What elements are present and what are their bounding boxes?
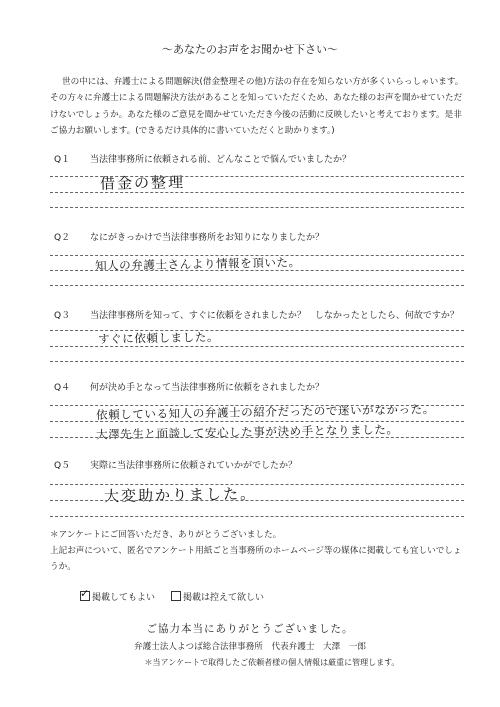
consent-question: 上記お声について、匿名でアンケート用紙ごと当事務所のホームページ等の媒体に掲載しても宜しいでしょうか。: [50, 546, 462, 573]
answer-3-handwriting: すぐに依頼しました。: [97, 329, 220, 347]
answer-line: [50, 437, 464, 438]
answer-line: [50, 207, 464, 208]
question-4-number: Q４: [54, 383, 71, 393]
answer-1-handwriting: 借金の整理: [99, 173, 186, 193]
question-2-number: Q２: [54, 233, 71, 243]
answer-4-handwriting-line-2: 大澤先生と面談して安心した事が決め手となりました。: [95, 422, 399, 442]
consent-option-deny[interactable]: [171, 590, 264, 603]
question-5-number: Q５: [54, 461, 71, 471]
answer-2-handwriting: 知人の弁護士さんより情報を頂いた。: [94, 255, 301, 273]
question-3-number: Q３: [54, 311, 71, 321]
answer-line: [50, 500, 464, 501]
answer-line: [50, 270, 464, 271]
question-3-text: 当法律事務所を知って、すぐに依頼をされましたか？ しなかったとしたら、何故ですか？: [90, 311, 459, 321]
consent-deny-label: 掲載は控えて欲しい: [183, 593, 265, 603]
answer-line: [50, 516, 464, 517]
answer-4-handwriting-line-1: 依頼している知人の弁護士の紹介だったので迷いがなかった。: [95, 402, 435, 422]
question-1-text: 当法律事務所に依頼される前、どんなことで悩んでいましたか？: [90, 155, 352, 165]
checkbox-checked-icon[interactable]: [80, 591, 90, 601]
consent-option-allow[interactable]: [80, 590, 155, 603]
consent-options: [80, 590, 264, 603]
intro-paragraph: 世の中には、弁護士による問題解決(借金整理その他)方法の存在を知らない方が多くいらっしゃいます。その方々に弁護士による問題解決方法があることを知っていただくため、あなた様のお声を聞かせていただけないでしょうか。あなた様のご意見を聞かせていただき今後の活動に反映したいと考えております。是非ご協力お願いします。(できるだけ具体的に書いていただくと助かります。): [50, 77, 464, 137]
answer-line: [50, 285, 464, 286]
consent-allow-label: 掲載してもよい: [92, 593, 156, 603]
question-5-text: 実際に当法律事務所に依頼されていかがでしたか？: [90, 461, 298, 471]
firm-signature: 弁護士法人よつば総合法律事務所 代表弁護士 大澤 一郎: [133, 642, 367, 652]
thanks-message: ご協力本当にありがとうございました。: [146, 623, 354, 635]
question-4-text: 何が決め手となって当法律事務所に依頼をされましたか？: [90, 383, 325, 393]
answer-line: [50, 405, 464, 406]
answer-line: [50, 192, 464, 193]
closing-note: ＊アンケートにご回答いただき、ありがとうございました。: [50, 530, 282, 540]
checkbox-empty-icon[interactable]: [171, 591, 181, 601]
answer-line: [50, 346, 464, 347]
privacy-note: ＊当アンケートで取得したご依頼者様の個人情報は厳重に管理します。: [144, 658, 400, 667]
answer-line: [50, 255, 464, 256]
answer-5-handwriting: 大変助かりました。: [103, 484, 258, 506]
question-1-number: Q１: [54, 155, 71, 165]
question-2-text: なにがきっかけで当法律事務所をお知りになりましたか？: [90, 233, 325, 243]
answer-line: [50, 330, 464, 331]
answer-line: [50, 361, 464, 362]
survey-title: ～あなたのお声をお聞かせ下さい～: [162, 43, 338, 56]
answer-line: [50, 421, 464, 422]
answer-line: [50, 176, 464, 177]
answer-line: [50, 484, 464, 485]
